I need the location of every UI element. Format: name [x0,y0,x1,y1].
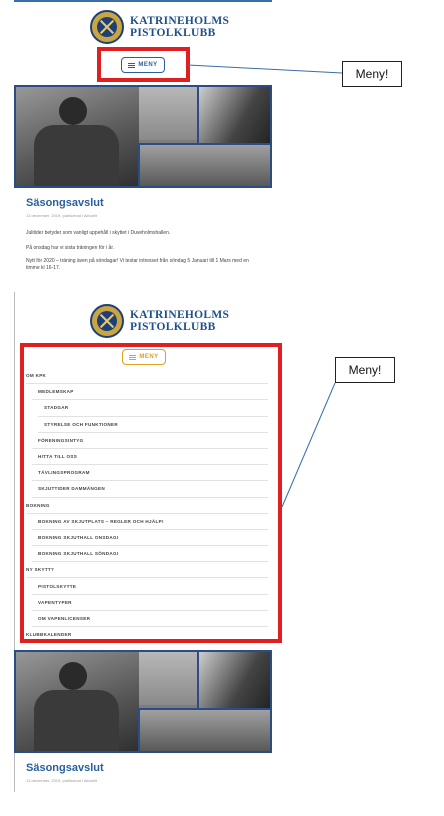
nav-item[interactable]: BOKNING [26,498,268,514]
site-name [130,309,229,333]
club-seal-icon [90,304,124,338]
post-title[interactable]: Säsongsavslut [26,197,104,209]
nav-item[interactable]: KLUBBKALENDER [26,627,268,643]
site-logo[interactable] [90,304,229,338]
nav-item[interactable]: OM VAPENLICENSER [32,611,268,627]
nav-item[interactable]: FÖRENINGSINTYG [32,433,268,449]
hero-image [14,85,272,188]
site-name-line1: KATRINEHOLMS [130,15,230,27]
nav-item[interactable]: BOKNING SKJUTHALL SÖNDAG! [32,546,268,562]
highlight-open-menu [20,343,282,643]
site-name-line1: KATRINEHOLMS [130,309,230,321]
nav-item[interactable]: BOKNING SKJUTHALL ONSDAG! [32,530,268,546]
club-seal-icon [90,10,124,44]
site-name-line2: PISTOLKLUBB [130,27,216,39]
nav-item[interactable]: TÄVLINGSPROGRAM [32,465,268,481]
nav-item[interactable]: NY SKYTT? [26,562,268,578]
nav-item[interactable]: STADGAR [38,400,268,416]
page-closed-menu [14,0,272,286]
nav-item[interactable]: OM KPK [26,368,268,384]
site-name [130,15,229,39]
hero-image [14,650,272,753]
nav-item[interactable]: HITTA TILL OSS [32,449,268,465]
post-paragraph: På onsdag har vi sista träningen för i år. [26,245,115,251]
nav-item[interactable]: MEDLEMSKAP [32,384,268,400]
nav-item[interactable]: STYRELSE OCH FUNKTIONER [38,417,268,433]
header-rule [14,0,272,2]
highlight-menu-button [97,47,190,82]
nav-item[interactable]: VAPENTYPER [32,595,268,611]
post-meta: 13 december, 2019, publicerad i Aktuellt [26,778,97,783]
callout-label: Meny! [335,357,395,383]
callout-label: Meny! [342,61,402,87]
site-name-line2: PISTOLKLUBB [130,321,216,333]
post-meta: 13 december, 2019, publicerad i Aktuellt [26,213,97,218]
nav-item[interactable]: PISTOLSKYTTE [32,578,268,594]
menu-button-label: MENY [138,62,158,68]
menu-button-label: MENY [139,354,159,360]
post-title[interactable]: Säsongsavslut [26,762,104,774]
post-paragraph: Julitider betyder som vanligt uppehåll i skyttet i Duveholmshallen. [26,230,171,236]
nav-item[interactable]: SKJUTTIDER DAMMÄNGEN [32,481,268,497]
nav-item[interactable]: BOKNING AV SKJUTPLATS – REGLER OCH HJÄLP! [32,514,268,530]
post-paragraph: Nytt för 2020 – träning även på söndagar! Vi testar intresset från söndag 5 Januari till 1 Mars med en timme kl 16-17. [26,258,249,271]
site-logo[interactable] [90,10,229,44]
